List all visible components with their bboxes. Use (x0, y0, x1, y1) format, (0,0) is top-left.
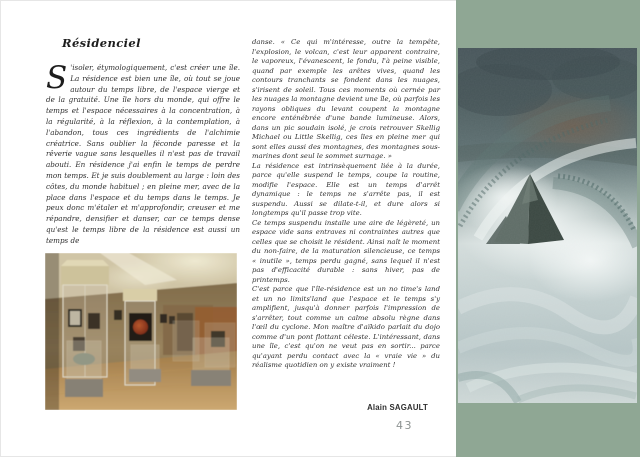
right-column (252, 38, 440, 371)
paragraph: La résidence est intrinsèquement liée à la durée, parce qu'elle suspend le temps, coupe la routine, modifie l'espace. Elle est un temps d'arrêt dynamique : le temps ne s'arrête pas, il est suspendu. Aussi se dilate-t-il, et dure alors si longtemps qu'il passe trop vite. (252, 161, 440, 217)
page-number: 43 (396, 419, 413, 432)
paragraph: danse. « Ce qui m'intéresse, outre la tempête, l'explosion, le volcan, c'est leur apparent contraire, le vaporeux, l'évanescent, le fondu, l'à peine visible, quand par exemple les arêtes vives, quand les contours tranchants se fondent dans les nuages, s'irisent de soleil. Tous ces moments où cernée par les nuages la montagne devient une île, où parfois les rayons obliques du levant coupent la montagne encore enténébrée d'une bande lumineuse. Alors, dans un pic soudain isolé, je crois retrouver Skellig Michael ou Little Skellig, ces îles en pleine mer qui sont elles aussi des montagnes, des montagnes sous-marines dont seul le sommet surnage. » (252, 38, 440, 160)
paragraph: Ce temps suspendu installe une aire de légèreté, un espace vide sans entraves ni contraintes autres que celles que se choisit le résident. Ainsi naît le moment du non-faire, de la maturation silencieuse, ce temps « inutile », temps perdu gagné, sans lequel il n'est pas d'efficacité durable : sans hiver, pas de printemps. (252, 218, 440, 284)
left-column-text (46, 63, 240, 247)
page-title: Résidenciel (62, 36, 141, 50)
museum-photo (45, 253, 237, 410)
author-signature: Alain SAGAULT (367, 403, 428, 412)
sea-painting (458, 48, 637, 403)
left-column (46, 36, 240, 247)
left-paragraph: 'isoler, étymologiquement, c'est créer une île. La résidence est bien une île, où tout se joue autour du temps libre, de l'espace vierge et de la gratuité. Une île hors du monde, qui offre le temps et l'espace nécessaires à la concentration, à la régularité, à la réflexion, à la contemplation, à l'abandon, tous ces ingrédients de l'alchimie créatrice. Sans oublier la féconde paresse et la rêverie vague sans lesquelles il n'est pas de travail abouti. En résidence j'ai enfin le temps de perdre mon temps. Et je suis doublement au large : loin des côtes, du monde habituel ; en pleine mer, avec de la place dans l'espace et du temps dans le temps. Je peux donc m'étaler et m'approfondir, creuser et me répandre, densifier et danser, car ce temps dense qu'est le temps libre de la résidence est aussi un temps de (46, 63, 240, 245)
dropcap: S (46, 63, 68, 96)
green-panel (456, 0, 640, 457)
paragraph: C'est parce que l'île-résidence est un no time's land et un no limits'land que l'espace et le temps s'y amplifient, jusqu'à donner parfois l'impression de s'arrêter, tout comme un calme absolu règne dans l'œil du cyclone. Mon maître d'aïkido parlait du dojo comme d'un pont flottant céleste. L'intéressant, dans une île, c'est qu'on ne veut pas en sortir... parce qu'ayant perdu contact avec la « vraie vie » du réalisme quotidien on y existe vraiment ! (252, 285, 440, 369)
